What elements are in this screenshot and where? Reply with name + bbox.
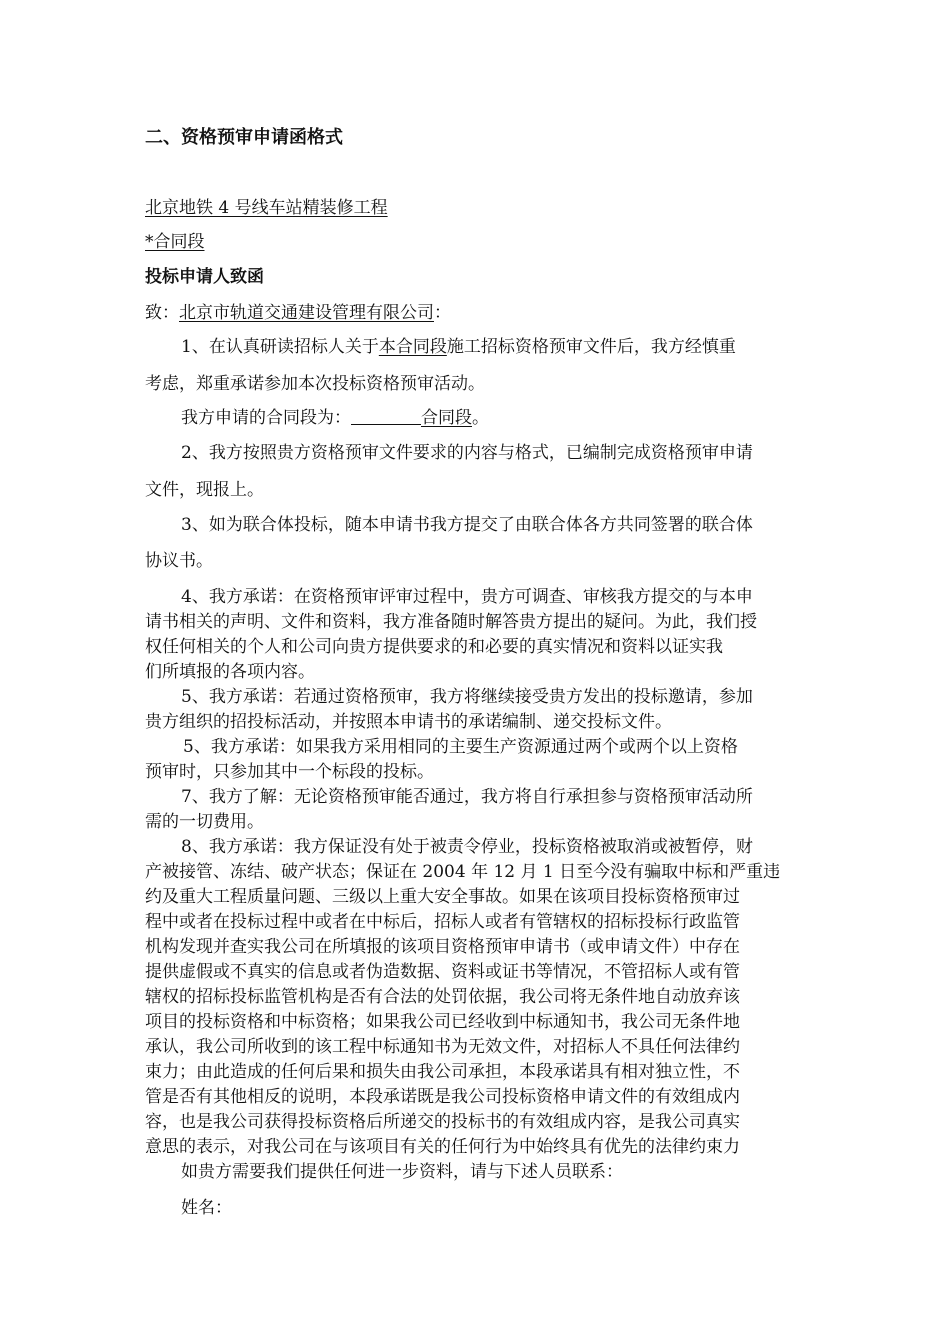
paragraph-8-line-13: 意思的表示，对我公司在与该项目有关的任何行为中始终具有优先的法律约束力 [145,1137,740,1157]
p1-text-b: 本合同段 [378,337,447,357]
to-prefix: 致： [145,303,179,323]
paragraph-8-line-3: 约及重大工程质量问题、三级以上重大安全事故。如果在该项目投标资格预审过 [145,887,740,907]
applied-section-blank [351,406,421,425]
letter-title: 投标申请人致函 [145,267,264,287]
recipient: 北京市轨道交通建设管理有限公司 [179,303,434,323]
applied-section-end: 。 [472,408,489,428]
paragraph-8-line-1: 8、我方承诺：我方保证没有处于被责令停业，投标资格被取消或被暂停，财 [181,837,753,857]
paragraph-8-line-5: 机构发现并查实我公司在所填报的该项目资格预审申请书（或申请文件）中存在 [145,937,740,957]
applied-section-line [181,406,489,430]
paragraph-5-line-2: 贵方组织的招投标活动，并按照本申请书的承诺编制、递交投标文件。 [145,712,672,732]
paragraph-7-line-1: 7、我方了解：无论资格预审能否通过，我方将自行承担参与资格预审活动所 [181,787,753,807]
paragraph-8-line-2: 产被接管、冻结、破产状态；保证在 2004 年 12 月 1 日至今没有骗取中标和严重违 [145,862,781,882]
section-title: 二、资格预审申请函格式 [145,127,343,148]
paragraph-4-line-1: 4、我方承诺：在资格预审评审过程中，贵方可调查、审核我方提交的与本申 [181,587,753,607]
paragraph-4-line-2: 请书相关的声明、文件和资料，我方准备随时解答贵方提出的疑问。为此，我们授 [145,612,757,632]
paragraph-3-line-1: 3、如为联合体投标，随本申请书我方提交了由联合体各方共同签署的联合体 [181,515,753,535]
paragraph-8-line-12: 容，也是我公司获得投标资格后所递交的投标书的有效组成内容，是我公司真实 [145,1112,740,1132]
paragraph-6-line-1: 5、我方承诺：如果我方采用相同的主要生产资源通过两个或两个以上资格 [183,737,738,757]
paragraph-1-line-1 [181,335,736,359]
paragraph-1-line-2: 考虑，郑重承诺参加本次投标资格预审活动。 [145,374,485,394]
paragraph-4-line-3: 权任何相关的个人和公司向贵方提供要求的和必要的真实情况和资料以证实我 [145,637,723,657]
addressee-line [145,301,451,325]
paragraph-8-line-6: 提供虚假或不真实的信息或者伪造数据、资料或证书等情况，不管招标人或有管 [145,962,740,982]
paragraph-8-line-9: 承认，我公司所收到的该工程中标通知书为无效文件，对招标人不具任何法律约 [145,1037,740,1057]
contract-section: *合同段 [145,232,205,252]
paragraph-8-line-10: 束力；由此造成的任何后果和损失由我公司承担，本段承诺具有相对独立性，不 [145,1062,740,1082]
paragraph-6-line-2: 预审时，只参加其中一个标段的投标。 [145,762,434,782]
p1-text-c: 施工招标资格预审文件后，我方经慎重 [446,337,736,357]
paragraph-3-line-2: 协议书。 [145,551,213,571]
paragraph-8-line-7: 辖权的招标投标监管机构是否有合法的处罚依据，我公司将无条件地自动放弃该 [145,987,740,1007]
paragraph-8-line-11: 管是否有其他相反的说明，本段承诺既是我公司投标资格申请文件的有效组成内 [145,1087,740,1107]
paragraph-2-line-1: 2、我方按照贵方资格预审文件要求的内容与格式，已编制完成资格预审申请 [181,443,753,463]
name-label: 姓名： [181,1198,232,1218]
paragraph-5-line-1: 5、我方承诺：若通过资格预审，我方将继续接受贵方发出的投标邀请，参加 [181,687,753,707]
applied-section-suffix: 合同段 [421,408,472,428]
applied-section-prefix: 我方申请的合同段为： [181,408,351,428]
p1-text-a: 1、在认真研读招标人关于 [181,337,379,357]
paragraph-8-line-4: 程中或者在投标过程中或者在中标后，招标人或者有管辖权的招标投标行政监管 [145,912,740,932]
contact-line: 如贵方需要我们提供任何进一步资料，请与下述人员联系： [181,1162,623,1182]
paragraph-8-line-8: 项目的投标资格和中标资格；如果我公司已经收到中标通知书，我公司无条件地 [145,1012,740,1032]
paragraph-7-line-2: 需的一切费用。 [145,812,264,832]
paragraph-2-line-2: 文件，现报上。 [145,480,264,500]
project-name: 北京地铁 4 号线车站精装修工程 [145,198,388,218]
paragraph-4-line-4: 们所填报的各项内容。 [145,662,315,682]
to-suffix: ： [434,303,451,323]
